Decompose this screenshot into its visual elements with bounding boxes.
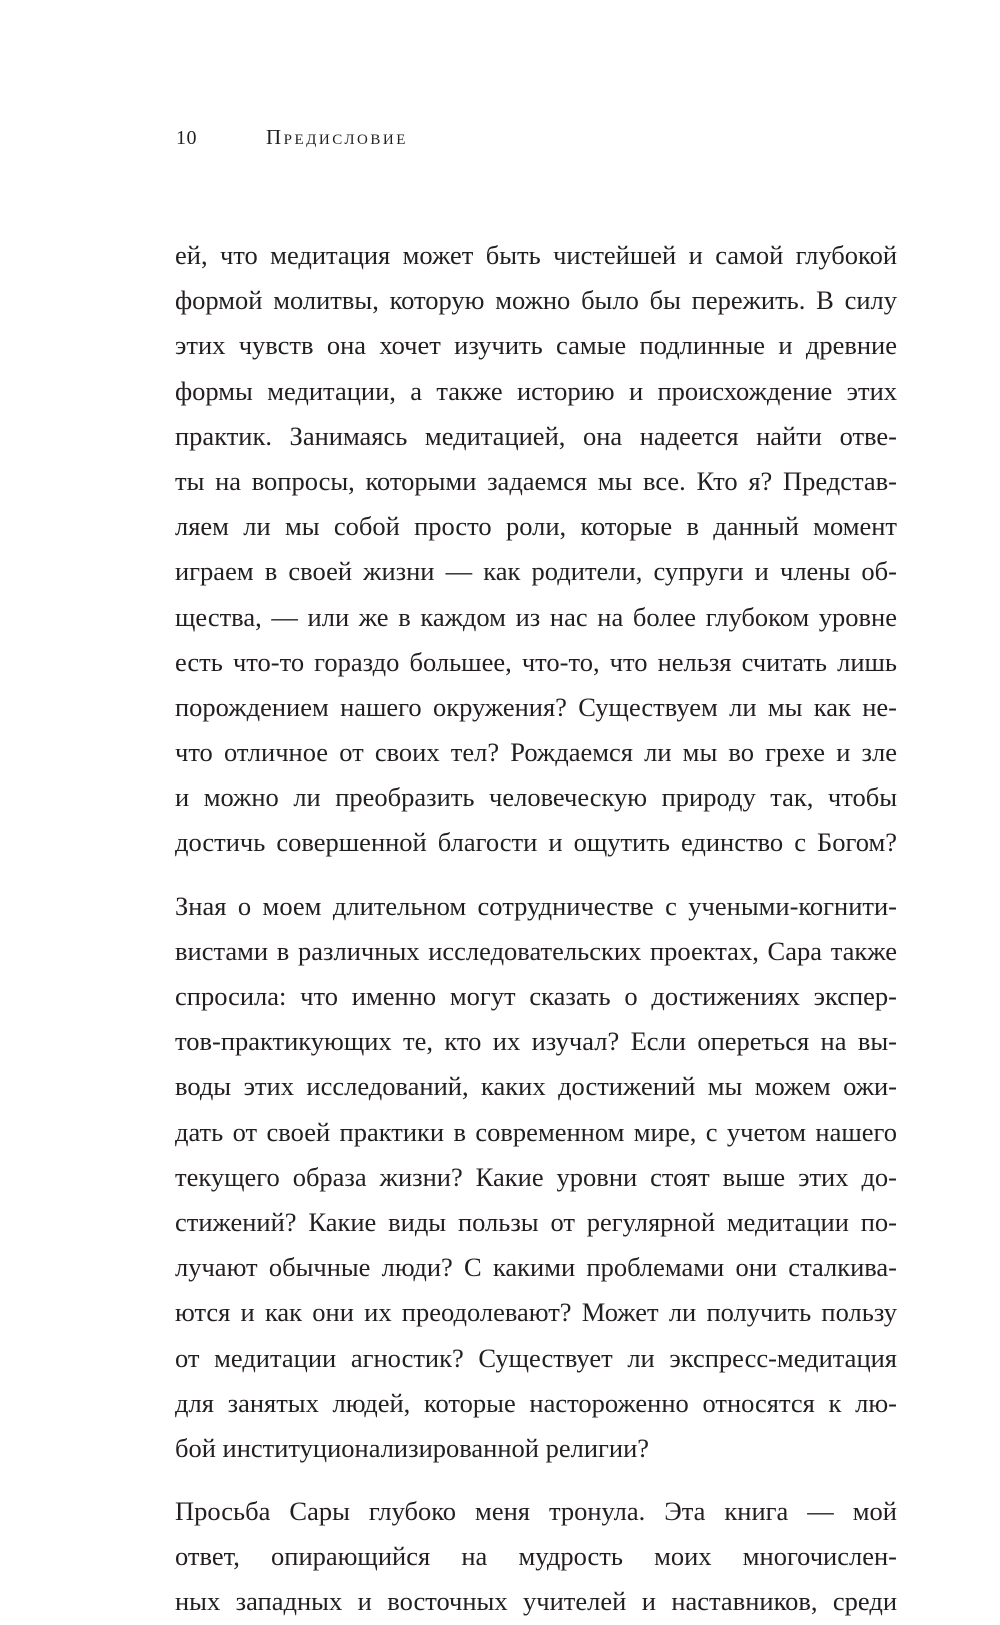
text-line: дать от своей практики в современном мире, с учетом нашего bbox=[175, 1116, 897, 1147]
text-line: тов-практикующих те, кто их изучал? Если опереться на вы- bbox=[175, 1026, 897, 1057]
text-line: текущего образа жизни? Какие уровни стоят выше этих до- bbox=[175, 1161, 897, 1192]
text-line: формы медитации, а также историю и происхождение этих bbox=[175, 375, 897, 406]
text-line: спросила: что именно могут сказать о достижениях экспер- bbox=[175, 981, 897, 1011]
text-line: что отличное от своих тел? Рождаемся ли мы во грехе и зле bbox=[175, 737, 897, 768]
page-number: 10 bbox=[176, 127, 197, 149]
text-line: формой молитвы, которую можно было бы пережить. В силу bbox=[175, 285, 897, 316]
text-line: и можно ли преобразить человеческую природу так, чтобы bbox=[175, 782, 897, 813]
text-line: есть что-то гораздо большее, что-то, что нельзя считать лишь bbox=[175, 646, 897, 677]
text-line: практик. Занимаясь медитацией, она надеется найти отве- bbox=[175, 420, 897, 451]
text-line: этих чувств она хочет изучить самые подлинные и древние bbox=[175, 330, 897, 361]
text-line: порождением нашего окружения? Существуем ли мы как не- bbox=[175, 691, 897, 722]
text-line: Зная о моем длительном сотрудничестве с учеными-когнити- bbox=[175, 890, 897, 921]
text-line: Просьба Сары глубоко меня тронула. Эта книга — мой bbox=[175, 1496, 897, 1527]
text-line: ных западных и восточных учителей и наставников, среди bbox=[175, 1586, 897, 1617]
text-line: для занятых людей, которые настороженно относятся к лю- bbox=[175, 1387, 897, 1418]
text-line: бой институционализированной религии? bbox=[175, 1432, 650, 1463]
text-line: достичь совершенной благости и ощутить единство с Богом? bbox=[175, 827, 897, 858]
section-title: Предисловие bbox=[266, 125, 408, 149]
text-line: ответ, опирающийся на мудрость моих многочислен- bbox=[175, 1541, 897, 1572]
text-line: от медитации агностик? Существует ли экспресс-медитация bbox=[175, 1342, 897, 1373]
paragraph-3 bbox=[175, 1489, 897, 1625]
text-line: ей, что медитация может быть чистейшей и самой глубокой bbox=[175, 240, 897, 270]
body-text bbox=[175, 233, 897, 1625]
text-line: щества, — или же в каждом из нас на более глубоком уровне bbox=[175, 601, 897, 632]
text-line: воды этих исследований, каких достижений мы можем ожи- bbox=[175, 1071, 897, 1102]
text-line: играем в своей жизни — как родители, супруги и члены об- bbox=[175, 556, 897, 587]
paragraph-1 bbox=[175, 233, 897, 866]
text-line: ются и как они их преодолевают? Может ли получить пользу bbox=[175, 1297, 897, 1328]
text-line: стижений? Какие виды пользы от регулярной медитации по- bbox=[175, 1206, 897, 1237]
paragraph-2 bbox=[175, 884, 897, 1471]
text-line: ляем ли мы собой просто роли, которые в данный момент bbox=[175, 511, 897, 542]
running-head bbox=[176, 122, 408, 152]
text-line: лучают обычные люди? С какими проблемами они сталкива- bbox=[175, 1252, 897, 1283]
text-line: вистами в различных исследовательских проектах, Сара также bbox=[175, 935, 897, 966]
text-line: ты на вопросы, которыми задаемся мы все. Кто я? Представ- bbox=[175, 465, 897, 496]
